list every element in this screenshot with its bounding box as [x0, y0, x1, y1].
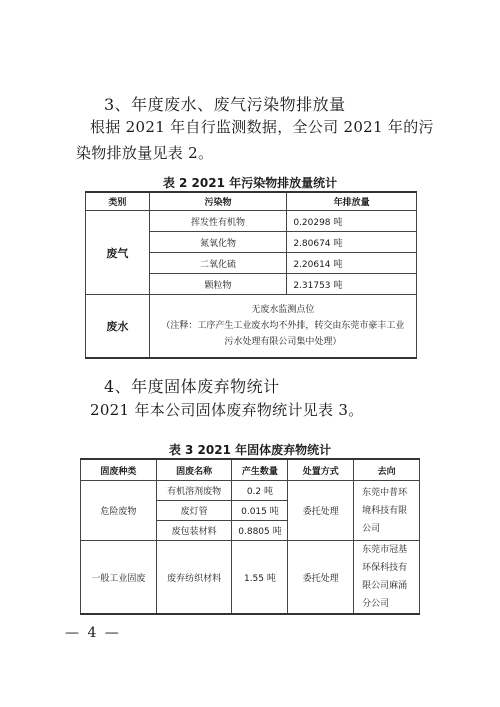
- table2-pollutant-emissions: [85, 191, 417, 359]
- waste-name-cell: 废包装材料: [156, 521, 232, 541]
- header-pollutant: 污染物: [149, 192, 287, 211]
- category-waste-water: 废水: [86, 295, 150, 359]
- header-category: 类别: [86, 192, 150, 211]
- waste-name-cell: 有机溶剂废物: [156, 481, 232, 501]
- header-waste-type: 固废种类: [81, 459, 157, 481]
- table3-caption: 表 3 2021 年固体废弃物统计: [168, 443, 332, 457]
- waste-water-note: [149, 295, 416, 359]
- waste-name-cell: 废灯管: [156, 501, 232, 521]
- emission-cell: 0.20298 吨: [287, 211, 417, 232]
- table-row: [86, 211, 417, 232]
- emission-cell: 2.20614 吨: [287, 253, 417, 274]
- section3-paragraph-text: 根据 2021 年自行监测数据，全公司 2021 年的污染物排放量见表 2。: [76, 118, 434, 162]
- category-waste-gas: 废气: [86, 211, 150, 295]
- header-annual-emission: 年排放量: [287, 192, 417, 211]
- table-row: [81, 481, 420, 501]
- header-amount: 产生数量: [232, 459, 288, 481]
- waste-water-line1: 无废水监测点位: [251, 305, 315, 315]
- header-disposal-method: 处置方式: [288, 459, 354, 481]
- waste-amount-cell: 0.2 吨: [232, 481, 288, 501]
- pollutant-cell: 二氧化硫: [149, 253, 287, 274]
- waste-type-general: 一般工业固废: [81, 541, 157, 615]
- section3-heading: 3、年度废水、废气污染物排放量: [104, 95, 346, 114]
- section3-paragraph: [76, 114, 436, 166]
- section4-paragraph-text: 2021 年本公司固体废弃物统计见表 3。: [90, 401, 364, 419]
- pollutant-cell: 挥发性有机物: [149, 211, 287, 232]
- page-number: — 4 —: [65, 625, 121, 641]
- section4-paragraph: [76, 397, 436, 423]
- waste-amount-cell: 0.8805 吨: [232, 521, 288, 541]
- waste-type-hazardous: 危险废物: [81, 481, 157, 541]
- waste-water-line2: （注释：工序产生工业废水均不外排，转交由东莞市豪丰工业污水处理有限公司集中处理）: [161, 321, 405, 347]
- pollutant-cell: 氮氧化物: [149, 232, 287, 253]
- destination-cell: 东莞市冠基环保科技有限公司麻涌分公司: [354, 541, 420, 615]
- disposal-method-cell: 委托处理: [288, 481, 354, 541]
- table3-header-row: [81, 459, 420, 481]
- emission-cell: 2.31753 吨: [287, 274, 417, 295]
- table3-solid-waste: [80, 458, 420, 615]
- header-waste-name: 固废名称: [156, 459, 232, 481]
- waste-name-cell: 废弃纺织材料: [156, 541, 232, 615]
- table-row: [86, 295, 417, 359]
- disposal-method-cell: 委托处理: [288, 541, 354, 615]
- table-row: [81, 541, 420, 615]
- waste-amount-cell: 1.55 吨: [232, 541, 288, 615]
- emission-cell: 2.80674 吨: [287, 232, 417, 253]
- table2-header-row: [86, 192, 417, 211]
- section4-heading: 4、年度固体废弃物统计: [104, 377, 280, 396]
- destination-cell: 东莞中普环境科技有限公司: [354, 481, 420, 541]
- waste-amount-cell: 0.015 吨: [232, 501, 288, 521]
- header-destination: 去向: [354, 459, 420, 481]
- table2-caption: 表 2 2021 年污染物排放量统计: [162, 176, 338, 190]
- pollutant-cell: 颗粒物: [149, 274, 287, 295]
